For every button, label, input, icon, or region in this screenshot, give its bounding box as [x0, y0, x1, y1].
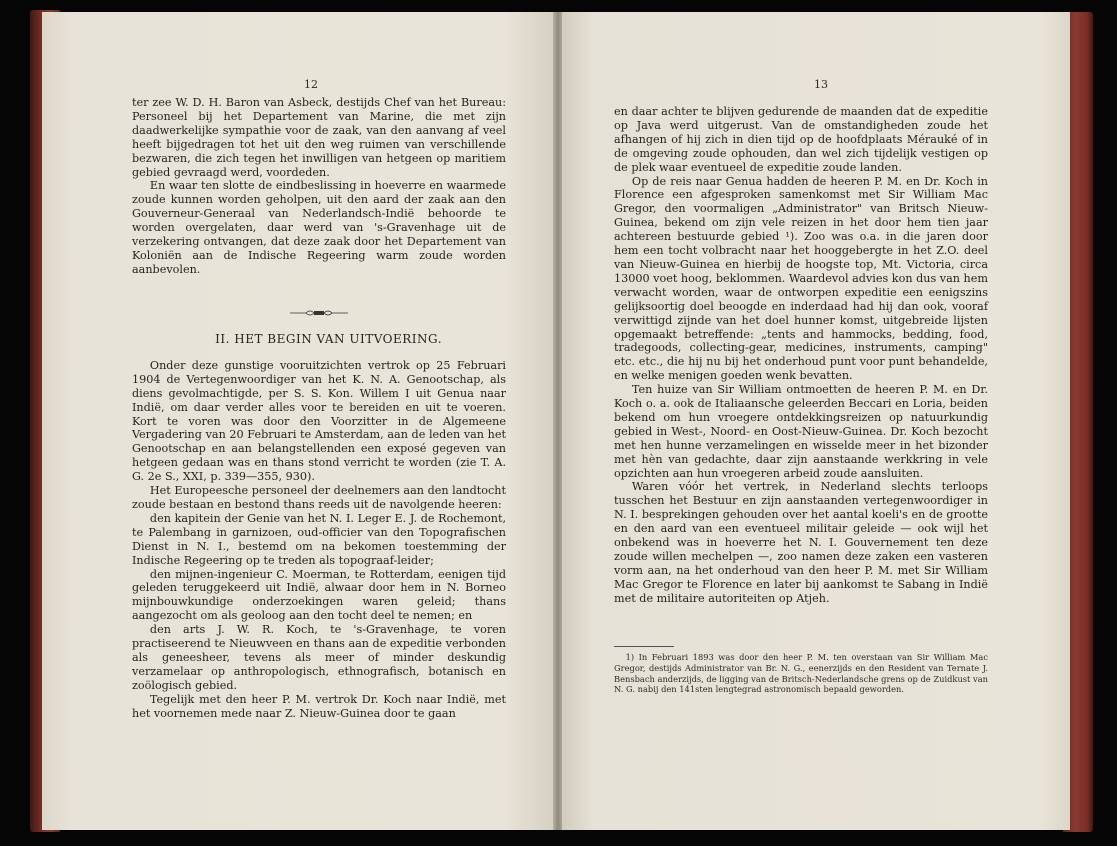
page-number-right: 13: [814, 78, 828, 91]
right-page: [562, 12, 1070, 830]
paragraph: den mijnen-ingenieur C. Moerman, te Rotterdam, eenigen tijd geleden teruggekeerd uit Indië, alwaar door hem in N. Borneo mijnbouwkundige onderzoekingen waren geleid; thans aangezocht om als geoloog aan den tocht deel te nemen; en: [132, 567, 506, 623]
paragraph: en daar achter te blijven gedurende de maanden dat de expeditie op Java werd uitgerust. Van de omstandigheden zoude het afhangen of hij zich in dien tijd op de hoofdplaats Mérauké of in de omgeving zoude ophouden, dan wel zich tijdelijk vestigen op de plek waar eventueel de expeditie zoude landen.: [614, 105, 988, 174]
paragraph: Op de reis naar Genua hadden de heeren P. M. en Dr. Koch in Florence een afgesproken samenkomst met Sir William Mac Gregor, den voormaligen „Administrator" van Britsch Nieuw-Guinea, bekend om zijn vele reizen in het door hem tien jaar achtereen bestuurde gebied ¹). Zoo was o.a. in die jaren door hem een tocht volbracht naar het hooggebergte in het Z.O. deel van Nieuw-Guinea en hierbij de hoogste top, Mt. Victoria, circa 13000 voet hoog, beklommen. Waardevol advies kon dus van hem verwacht worden, waar de ontworpen expeditie een eenigszins gelijksoortig doel beoogde en inderdaad had hij dan ook, vooraf verwittigd zijnde van het doel hunner komst, uitgebreide lijsten opgemaakt betreffende: „tents and hammocks, bedding, food, tradegoods, collecting-gear, medicines, instruments, camping" etc. etc., die hij nu bij het onderhoud punt voor punt behandelde, en welke menigen goeden wenk bevatten.: [614, 174, 988, 383]
footnote-text: 1) In Februari 1893 was door den heer P. M. ten overstaan van Sir William Mac Gregor, destijds Administrator van Br. N. G., eenerzijds en den Resident van Ternate J. Bensbach anderzijds, de ligging van de Britsch-Nederlandsche grens op de Zuidkust van N. G. nabij den 141sten lengtegrad astronomisch bepaald geworden.: [614, 652, 989, 695]
left-page: [42, 12, 554, 830]
paragraph: den arts J. W. R. Koch, te 's-Gravenhage, te voren practiseerend te Nieuwveen en thans aan de expeditie verbonden als geneesheer, tevens als meer of minder deskundig verzamelaar op anthropologisch, ethnografisch, botanisch en zoölogisch gebied.: [132, 623, 506, 692]
section-heading: II. HET BEGIN VAN UITVOERING.: [215, 332, 443, 346]
footnote: [614, 652, 988, 695]
paragraph: den kapitein der Genie van het N. I. Leger E. J. de Rochemont, te Palembang in garnizoen, oud-officier van den Topografischen Dienst in N. I., bestemd om na bekomen toestemming der Indische Regeering op te treden als topograaf-leider;: [132, 511, 506, 567]
decorative-flourish-icon: [288, 309, 350, 317]
left-bottom-text: [132, 333, 506, 720]
right-text: [614, 105, 988, 606]
paragraph: Waren vóór het vertrek, in Nederland slechts terloops tusschen het Bestuur en zijn aanstaanden vertegenwoordiger in N. I. besprekingen gehouden over het aantal koeli's en de grootte en den aard van een eventueel militair geleide — ook wijl het onbekend was in hoeverre het N. I. Gouvernement ten deze zoude willen mechelpen —, zoo namen deze zaken een vasteren vorm aan, na het onderhoud van den heer P. M. met Sir William Mac Gregor te Florence en later bij aankomst te Sabang in Indië met de militaire autoriteiten op Atjeh.: [614, 480, 988, 605]
paragraph: En waar ten slotte de eindbeslissing in hoeverre en waarmede zoude kunnen worden geholpen, uit den aard der zaak aan den Gouverneur-Generaal van Nederlandsch-Indië behoorde te worden overgelaten, daar werd van 's-Gravenhage uit de verzekering ontvangen, dat deze zaak door het Departement van Koloniën aan de Indische Regeering warm zoude worden aanbevolen.: [132, 179, 506, 276]
paragraph: Tegelijk met den heer P. M. vertrok Dr. Koch naar Indië, met het voornemen mede naar Z. Nieuw-Guinea door te gaan: [132, 692, 506, 720]
left-top-text: [132, 96, 506, 277]
paragraph: Onder deze gunstige vooruitzichten vertrok op 25 Februari 1904 de Vertegenwoordiger van het K. N. A. Genootschap, als diens gevolmachtigde, per S. S. Kon. Willem I uit Genua naar Indië, om daar verder alles voor te bereiden en uit te voeren. Kort te voren was door den Voorzitter in de Algemeene Vergadering van 20 Februari te Amsterdam, aan de leden van het Genootschap en aan belangstellenden een exposé gegeven van hetgeen gedaan was en thans stond verricht te worden (zie T. A. G. 2e S., XXI, p. 339—355, 930).: [132, 358, 506, 484]
footnote-divider: [614, 646, 674, 647]
page-number-left: 12: [304, 78, 318, 91]
paragraph: ter zee W. D. H. Baron van Asbeck, destijds Chef van het Bureau: Personeel bij het Departement van Marine, die met zijn daadwerkelijke sympathie voor de zaak, van den aanvang af veel heeft bijgedragen tot het uit den weg ruimen van verschillende bezwaren, die zich tegen het inwilligen van hetgeen op maritiem gebied gevraagd werd, voordeden.: [132, 96, 506, 179]
paragraph: Het Europeesche personeel der deelnemers aan den landtocht zoude bestaan en bestond thans reeds uit de navolgende heeren:: [132, 484, 506, 511]
paragraph: Ten huize van Sir William ontmoetten de heeren P. M. en Dr. Koch o. a. ook de Italiaansche geleerden Beccari en Loria, beiden bekend om hun vroegere ontdekkingsreizen op natuurkundig gebied in West-, Noord- en Oost-Nieuw-Guinea. Dr. Koch bezocht met hen hunne verzamelingen en wisselde meer in het bizonder met hèn van gedachte, daar zijn aanstaande werkkring in vele opzichten aan hun vroegeren arbeid zoude aansluiten.: [614, 383, 988, 480]
